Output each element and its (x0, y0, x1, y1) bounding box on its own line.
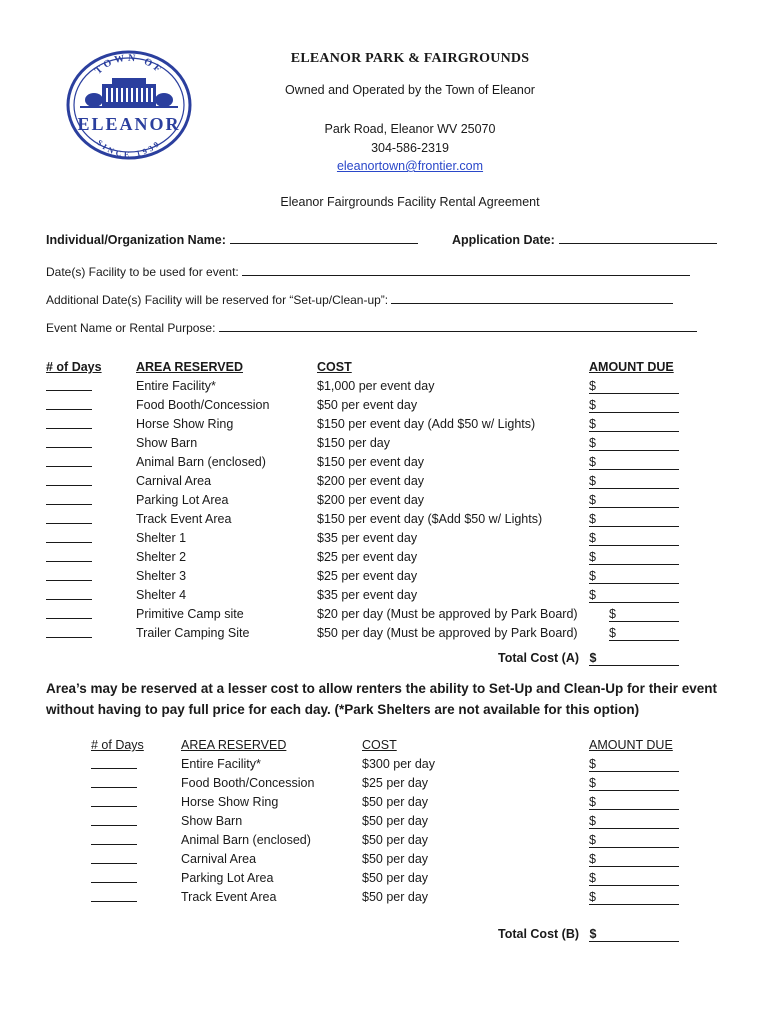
phone-line: 304-586-2319 (371, 141, 449, 155)
event-name-line[interactable] (219, 320, 697, 332)
rental-table-b (0, 736, 770, 916)
area-name: Entire Facility* (136, 379, 216, 393)
amount-due-input[interactable]: $ (589, 831, 679, 850)
amount-due-input[interactable]: $ (589, 472, 679, 491)
days-input[interactable] (46, 529, 92, 548)
amount-due-input[interactable]: $ (589, 415, 679, 434)
area-cost: $50 per day (362, 833, 429, 847)
days-input[interactable] (91, 793, 137, 812)
days-input[interactable] (46, 624, 92, 643)
area-name: Shelter 4 (136, 588, 187, 602)
area-name: Shelter 2 (136, 550, 187, 564)
amount-due-input[interactable]: $ (589, 774, 679, 793)
amount-due-input[interactable]: $ (589, 434, 679, 453)
area-name: Carnival Area (136, 474, 212, 488)
area-cost: $20 per day (Must be approved by Park Board) (317, 607, 578, 621)
area-cost: $150 per event day (317, 455, 425, 469)
event-name-field[interactable] (46, 320, 697, 335)
page-title: ELEANOR PARK & FAIRGROUNDS (290, 51, 530, 66)
agreement-title: Eleanor Fairgrounds Facility Rental Agreement (280, 195, 540, 209)
area-cost: $25 per event day (317, 550, 418, 564)
area-name: Animal Barn (enclosed) (136, 455, 266, 469)
days-input[interactable] (46, 472, 92, 491)
area-name: Trailer Camping Site (136, 626, 250, 640)
amount-due-input[interactable]: $ (589, 529, 679, 548)
t1-header-amount: AMOUNT DUE (589, 360, 674, 374)
days-input[interactable] (91, 755, 137, 774)
area-cost: $50 per day (362, 814, 429, 828)
days-input[interactable] (91, 831, 137, 850)
area-name: Entire Facility* (181, 757, 261, 771)
event-dates-line[interactable] (242, 264, 690, 276)
area-cost: $35 per event day (317, 588, 418, 602)
area-cost: $150 per event day ($Add $50 w/ Lights) (317, 512, 543, 526)
days-input[interactable] (46, 377, 92, 396)
days-input[interactable] (46, 567, 92, 586)
area-name: Shelter 1 (136, 531, 187, 545)
area-name: Horse Show Ring (181, 795, 279, 809)
area-cost: $50 per day (362, 871, 429, 885)
org-name-field[interactable] (46, 231, 418, 249)
amount-due-input[interactable]: $ (589, 869, 679, 888)
t1-header-area: AREA RESERVED (136, 360, 243, 374)
amount-due-input[interactable]: $ (589, 396, 679, 415)
application-date-line[interactable] (559, 232, 717, 244)
area-name: Show Barn (181, 814, 243, 828)
svg-text:SINCE 1939: SINCE 1939 (95, 138, 163, 160)
total-cost-a (498, 651, 679, 666)
days-input[interactable] (46, 548, 92, 567)
days-input[interactable] (46, 491, 92, 510)
logo-name: ELEANOR (77, 114, 181, 134)
area-cost: $200 per event day (317, 493, 425, 507)
area-name: Animal Barn (enclosed) (181, 833, 311, 847)
area-cost: $50 per day (Must be approved by Park Board) (317, 626, 578, 640)
days-input[interactable] (46, 510, 92, 529)
area-name: Track Event Area (136, 512, 232, 526)
t2-header-area: AREA RESERVED (181, 738, 287, 752)
area-cost: $150 per day (317, 436, 390, 450)
area-name: Show Barn (136, 436, 198, 450)
amount-due-input[interactable]: $ (589, 548, 679, 567)
area-cost: $150 per event day (Add $50 w/ Lights) (317, 417, 536, 431)
area-name: Food Booth/Concession (181, 776, 315, 790)
days-input[interactable] (46, 453, 92, 472)
area-cost: $50 per day (362, 795, 429, 809)
svg-text:TOWN OF: TOWN OF (92, 52, 166, 77)
amount-due-input[interactable]: $ (589, 812, 679, 831)
amount-due-input[interactable]: $ (589, 377, 679, 396)
amount-due-input[interactable]: $ (589, 850, 679, 869)
org-name-line[interactable] (230, 232, 418, 244)
total-cost-b (498, 927, 679, 942)
total-cost-a-line[interactable]: $ (589, 651, 679, 666)
application-date-field[interactable] (452, 231, 717, 249)
org-name-label: Individual/Organization Name: (46, 233, 226, 247)
days-input[interactable] (91, 850, 137, 869)
area-name: Track Event Area (181, 890, 277, 904)
address-line: Park Road, Eleanor WV 25070 (324, 122, 496, 136)
area-cost: $50 per event day (317, 398, 418, 412)
total-cost-b-label: Total Cost (B) (498, 927, 580, 941)
t2-header-amount: AMOUNT DUE (589, 738, 673, 752)
event-dates-field[interactable] (46, 264, 690, 279)
days-input[interactable] (46, 415, 92, 434)
area-cost: $25 per event day (317, 569, 418, 583)
amount-due-input[interactable]: $ (609, 624, 679, 643)
days-input[interactable] (91, 812, 137, 831)
area-name: Parking Lot Area (181, 871, 274, 885)
setup-dates-field[interactable] (46, 292, 673, 307)
event-name-label: Event Name or Rental Purpose: (46, 321, 216, 335)
days-input[interactable] (91, 869, 137, 888)
t2-header-days: # of Days (91, 738, 144, 752)
area-cost: $300 per day (362, 757, 435, 771)
amount-due-input[interactable]: $ (609, 605, 679, 624)
days-input[interactable] (46, 586, 92, 605)
amount-due-input[interactable]: $ (589, 793, 679, 812)
area-cost: $35 per event day (317, 531, 418, 545)
amount-due-input[interactable]: $ (589, 755, 679, 774)
total-cost-a-label: Total Cost (A) (498, 651, 580, 665)
amount-due-input[interactable]: $ (589, 567, 679, 586)
amount-due-input[interactable]: $ (589, 510, 679, 529)
area-name: Parking Lot Area (136, 493, 229, 507)
email-link[interactable]: eleanortown@frontier.com (336, 159, 484, 173)
setup-dates-line[interactable] (391, 292, 673, 304)
days-input[interactable] (91, 774, 137, 793)
days-input[interactable] (46, 434, 92, 453)
setup-dates-label: Additional Date(s) Facility will be reserved for “Set-up/Clean-up”: (46, 293, 389, 307)
area-name: Carnival Area (181, 852, 257, 866)
amount-due-input[interactable]: $ (589, 491, 679, 510)
area-cost: $25 per day (362, 776, 429, 790)
amount-due-input[interactable]: $ (589, 453, 679, 472)
area-cost: $1,000 per event day (317, 379, 435, 393)
days-input[interactable] (91, 888, 137, 907)
t1-header-cost: COST (317, 360, 352, 374)
owner-line: Owned and Operated by the Town of Eleanor (285, 83, 535, 97)
days-input[interactable] (46, 605, 92, 624)
area-name: Food Booth/Concession (136, 398, 270, 412)
area-cost: $50 per day (362, 890, 429, 904)
rental-table-a (0, 358, 770, 658)
amount-due-input[interactable]: $ (589, 888, 679, 907)
t2-header-cost: COST (362, 738, 397, 752)
area-name: Shelter 3 (136, 569, 187, 583)
total-cost-b-line[interactable]: $ (589, 927, 679, 942)
t1-header-days: # of Days (46, 360, 102, 374)
area-cost: $200 per event day (317, 474, 425, 488)
days-input[interactable] (46, 396, 92, 415)
area-name: Horse Show Ring (136, 417, 234, 431)
amount-due-input[interactable]: $ (589, 586, 679, 605)
setup-discount-note: Area’s may be reserved at a lesser cost to allow renters the ability to Set-Up and Clean-Up for their event without having to pay full price for each day. (*Park Shelters are not available for this option) (46, 681, 717, 717)
application-date-label: Application Date: (452, 233, 555, 247)
area-cost: $50 per day (362, 852, 429, 866)
area-name: Primitive Camp site (136, 607, 244, 621)
event-dates-label: Date(s) Facility to be used for event: (46, 265, 239, 279)
